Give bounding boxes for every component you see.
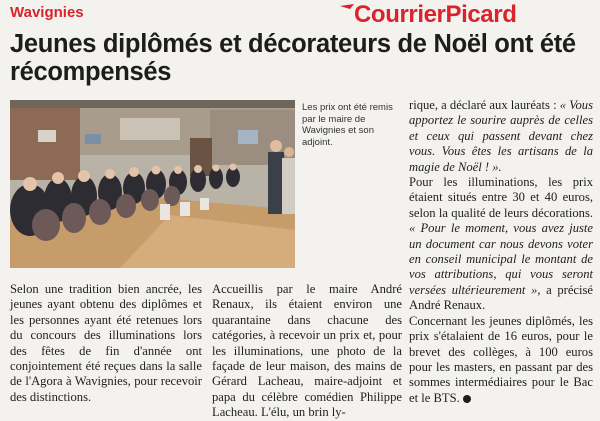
paragraph [409, 314, 593, 406]
article-column-3 [409, 98, 593, 405]
article-headline: Jeunes diplômés et décorateurs de Noël ont été récompensés [10, 30, 576, 86]
logo-wordmark: CourrierPicard [354, 1, 517, 28]
section-label: Wavignies [10, 4, 84, 21]
quote: « Pour le moment, vous avez juste un document car nous devons voter en conseil municipal le montant de vos attributions, qui vous seront versées ultérieurement » [409, 221, 593, 297]
paragraph [409, 98, 593, 175]
text-run: Pour les illuminations, les prix étaient situés entre 30 et 40 euros, selon la qualité de leurs décorations. [409, 175, 593, 220]
paragraph: Selon une tradition bien ancrée, les jeunes ayant obtenu des diplômes et les personnes ayant été retenues lors du concours des illuminations lors des fêtes de fin d'année ont conjointement été reçues dans la salle de l'Agora à Wavignies, pour recevoir des distinctions. [10, 282, 202, 404]
courrier-picard-logo [338, 0, 594, 26]
text-run: rique, a déclaré aux lauréats : [409, 98, 557, 112]
text-run: Concernant les jeunes diplômés, les prix s'étalaient de 16 euros, pour le brevet des collèges, à 100 euros pour les masters, en passant par des sommes intermédiaires pour le Bac et le BTS. [409, 313, 593, 405]
end-of-article-bullet-icon [463, 395, 471, 403]
article-column-2 [212, 282, 402, 420]
paragraph: Accueillis par le maire André Renaux, ils étaient environ une quarantaine dans chacune des catégories, à recevoir un prix et, pour les illuminations, une photo de la façade de leur maison, des mains de Gérard Lacheau, maire-adjoint et papa du célèbre comédien Philippe Lacheau. L'élu, un brin ly- [212, 282, 402, 420]
meeting-room-photo [10, 100, 295, 268]
text-run: , a précisé André Renaux. [409, 282, 593, 313]
paragraph [409, 175, 593, 314]
article-column-1 [10, 282, 202, 404]
article-photo [10, 100, 295, 268]
quote: « Vous apportez le sourire auprès de celles et ceux qui passent devant chez vous. Vous êtes les artisans de la magie de Noël ! ». [409, 98, 593, 174]
photo-caption: Les prix ont été remis par le maire de Wavignies et son adjoint. [302, 102, 393, 148]
